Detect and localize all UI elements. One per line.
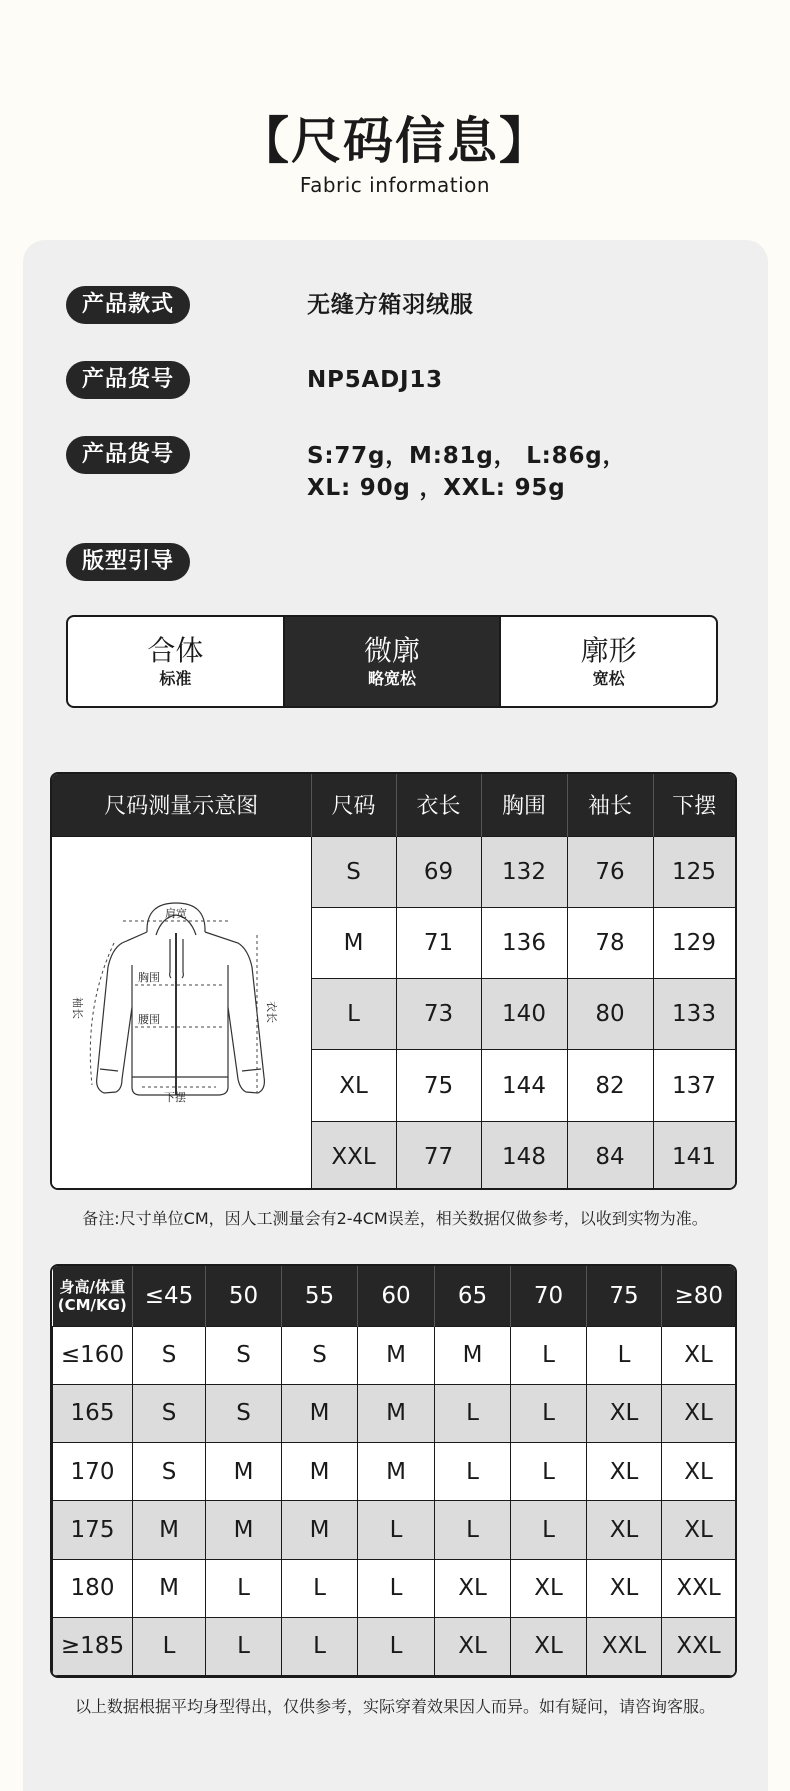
weight-header: ≤45 bbox=[133, 1266, 206, 1326]
size-cell: XL bbox=[587, 1501, 662, 1559]
cell-chest: 140 bbox=[481, 979, 567, 1050]
cell-length: 77 bbox=[396, 1121, 481, 1190]
measurement-diagram bbox=[52, 836, 311, 1190]
size-cell: XL bbox=[587, 1384, 662, 1442]
header-size: 尺码 bbox=[311, 774, 396, 836]
size-cell: L bbox=[511, 1326, 587, 1384]
size-cell: L bbox=[358, 1559, 435, 1617]
fit-option-slightly-loose-name: 微廓 bbox=[364, 633, 421, 667]
size-cell: XXL bbox=[662, 1559, 736, 1617]
weight-header: 60 bbox=[358, 1266, 435, 1326]
size-cell: XL bbox=[662, 1443, 736, 1501]
height-cell: 165 bbox=[53, 1384, 133, 1442]
height-cell: 170 bbox=[53, 1443, 133, 1501]
weight-value-line1: S:77g，M:81g， L:86g， bbox=[307, 443, 627, 469]
diagram-hem-label: 下摆 bbox=[164, 1090, 187, 1104]
cell-length: 73 bbox=[396, 979, 481, 1050]
weight-header: 50 bbox=[206, 1266, 282, 1326]
size-cell: M bbox=[358, 1443, 435, 1501]
diagram-waist-label: 腰围 bbox=[138, 1012, 161, 1026]
size-cell: L bbox=[435, 1443, 511, 1501]
cell-size: S bbox=[311, 836, 396, 907]
style-label-pill: 产品款式 bbox=[66, 286, 190, 324]
diagram-length-label: 衣长 bbox=[265, 1000, 279, 1023]
cell-size: XL bbox=[311, 1050, 396, 1121]
size-cell: M bbox=[282, 1443, 358, 1501]
cell-hem: 133 bbox=[653, 979, 735, 1050]
table-row bbox=[53, 1559, 736, 1617]
size-cell: L bbox=[206, 1617, 282, 1675]
size-cell: L bbox=[511, 1443, 587, 1501]
header-length: 衣长 bbox=[396, 774, 481, 836]
fit-option-regular bbox=[68, 617, 283, 706]
size-cell: XL bbox=[587, 1559, 662, 1617]
recommend-table-note: 以上数据根据平均身型得出，仅供参考，实际穿着效果因人而异。如有疑问，请咨询客服。 bbox=[74, 1697, 715, 1716]
diagram-shoulder-label: 肩宽 bbox=[165, 906, 188, 920]
header-hem: 下摆 bbox=[653, 774, 735, 836]
size-cell: L bbox=[133, 1617, 206, 1675]
cell-hem: 137 bbox=[653, 1050, 735, 1121]
table-row bbox=[53, 1617, 736, 1675]
corner-header-line2: (CM/KG) bbox=[57, 1295, 127, 1314]
weight-header: ≥80 bbox=[662, 1266, 736, 1326]
cell-size: M bbox=[311, 907, 396, 978]
size-cell: M bbox=[133, 1559, 206, 1617]
recommend-table-header bbox=[53, 1266, 736, 1326]
table-row bbox=[53, 1443, 736, 1501]
size-cell: XL bbox=[511, 1559, 587, 1617]
size-cell: M bbox=[282, 1384, 358, 1442]
product-code-label-pill: 产品货号 bbox=[66, 361, 190, 399]
cell-chest: 148 bbox=[481, 1121, 567, 1190]
size-cell: L bbox=[282, 1559, 358, 1617]
size-cell: L bbox=[358, 1501, 435, 1559]
size-cell: M bbox=[206, 1443, 282, 1501]
size-cell: L bbox=[282, 1617, 358, 1675]
header-chest: 胸围 bbox=[481, 774, 567, 836]
size-cell: XL bbox=[435, 1559, 511, 1617]
size-cell: S bbox=[282, 1326, 358, 1384]
size-table-header bbox=[52, 774, 735, 836]
diagram-sleeve-label: 袖长 bbox=[71, 996, 85, 1019]
fit-option-oversized-desc: 宽松 bbox=[592, 668, 625, 688]
size-cell: L bbox=[587, 1326, 662, 1384]
cell-length: 71 bbox=[396, 907, 481, 978]
size-cell: S bbox=[133, 1443, 206, 1501]
size-cell: M bbox=[435, 1326, 511, 1384]
fit-guide-bar bbox=[66, 615, 718, 708]
fit-guide-label-pill: 版型引导 bbox=[66, 543, 190, 581]
page-subtitle: Fabric information bbox=[299, 173, 491, 197]
weight-value-line2: XL: 90g ，XXL: 95g bbox=[307, 475, 566, 501]
size-cell: S bbox=[206, 1384, 282, 1442]
size-cell: L bbox=[435, 1501, 511, 1559]
size-table-note: 备注:尺寸单位CM，因人工测量会有2-4CM误差，相关数据仅做参考，以收到实物为准。 bbox=[82, 1209, 708, 1228]
size-cell: XL bbox=[511, 1617, 587, 1675]
height-cell: ≥185 bbox=[53, 1617, 133, 1675]
size-cell: L bbox=[358, 1617, 435, 1675]
cell-length: 69 bbox=[396, 836, 481, 907]
size-recommendation-table bbox=[50, 1264, 737, 1678]
size-cell: XL bbox=[587, 1443, 662, 1501]
weight-header: 65 bbox=[435, 1266, 511, 1326]
product-code-value: NP5ADJ13 bbox=[307, 367, 443, 393]
size-cell: L bbox=[511, 1384, 587, 1442]
cell-chest: 136 bbox=[481, 907, 567, 978]
corner-header-line1: 身高/体重 bbox=[59, 1277, 125, 1296]
diagram-chest-label: 胸围 bbox=[138, 970, 161, 984]
cell-length: 75 bbox=[396, 1050, 481, 1121]
size-cell: L bbox=[511, 1501, 587, 1559]
table-row bbox=[53, 1326, 736, 1384]
size-cell: S bbox=[133, 1384, 206, 1442]
size-cell: M bbox=[282, 1501, 358, 1559]
fit-option-slightly-loose bbox=[283, 617, 500, 706]
hoodie-diagram-icon bbox=[52, 837, 310, 1187]
size-cell: XL bbox=[435, 1617, 511, 1675]
fit-option-regular-desc: 标准 bbox=[159, 668, 192, 688]
cell-sleeve: 76 bbox=[567, 836, 653, 907]
size-cell: S bbox=[133, 1326, 206, 1384]
cell-sleeve: 84 bbox=[567, 1121, 653, 1190]
size-cell: M bbox=[358, 1384, 435, 1442]
cell-hem: 129 bbox=[653, 907, 735, 978]
cell-sleeve: 78 bbox=[567, 907, 653, 978]
height-cell: 180 bbox=[53, 1559, 133, 1617]
table-row bbox=[53, 1384, 736, 1442]
cell-hem: 141 bbox=[653, 1121, 735, 1190]
cell-sleeve: 82 bbox=[567, 1050, 653, 1121]
size-cell: XL bbox=[662, 1501, 736, 1559]
size-cell: S bbox=[206, 1326, 282, 1384]
size-cell: L bbox=[435, 1384, 511, 1442]
corner-header bbox=[53, 1266, 133, 1326]
height-cell: 175 bbox=[53, 1501, 133, 1559]
weight-header: 75 bbox=[587, 1266, 662, 1326]
weight-header: 55 bbox=[282, 1266, 358, 1326]
cell-chest: 132 bbox=[481, 836, 567, 907]
size-cell: M bbox=[206, 1501, 282, 1559]
table-row bbox=[52, 836, 735, 907]
size-table bbox=[50, 772, 737, 1190]
style-value: 无缝方箱羽绒服 bbox=[307, 292, 474, 318]
height-cell: ≤160 bbox=[53, 1326, 133, 1384]
fit-option-regular-name: 合体 bbox=[147, 633, 204, 667]
cell-hem: 125 bbox=[653, 836, 735, 907]
cell-size: L bbox=[311, 979, 396, 1050]
size-cell: M bbox=[358, 1326, 435, 1384]
weight-header: 70 bbox=[511, 1266, 587, 1326]
header-sleeve: 袖长 bbox=[567, 774, 653, 836]
fit-option-oversized bbox=[499, 617, 716, 706]
cell-size: XXL bbox=[311, 1121, 396, 1190]
cell-sleeve: 80 bbox=[567, 979, 653, 1050]
fit-option-slightly-loose-desc: 略宽松 bbox=[368, 668, 417, 688]
size-cell: XL bbox=[662, 1384, 736, 1442]
size-cell: XXL bbox=[587, 1617, 662, 1675]
table-row bbox=[53, 1501, 736, 1559]
header-diagram: 尺码测量示意图 bbox=[52, 774, 311, 836]
cell-chest: 144 bbox=[481, 1050, 567, 1121]
page-title: 【尺码信息】 bbox=[239, 112, 551, 170]
size-cell: M bbox=[133, 1501, 206, 1559]
weight-label-pill: 产品货号 bbox=[66, 436, 190, 474]
size-cell: XL bbox=[662, 1326, 736, 1384]
size-cell: L bbox=[206, 1559, 282, 1617]
fit-option-oversized-name: 廓形 bbox=[580, 633, 637, 667]
size-cell: XXL bbox=[662, 1617, 736, 1675]
